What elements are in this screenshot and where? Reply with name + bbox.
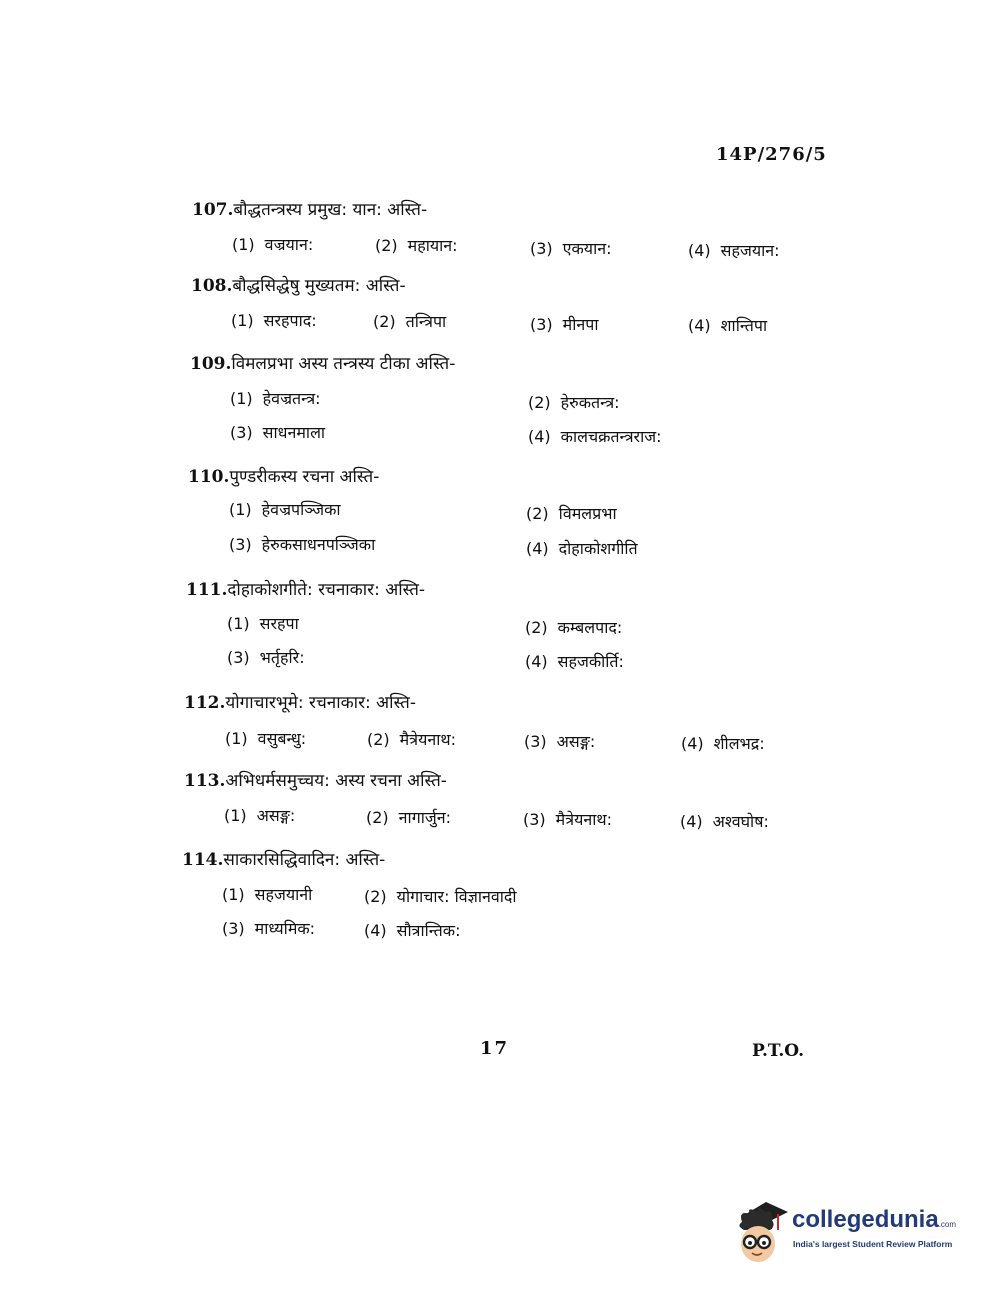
option-text: वज्रयान: [264,235,314,254]
option-text: भर्तृहरि: [259,648,305,667]
option-111-3 [227,646,305,668]
option-110-4 [526,537,638,559]
option-text: नागार्जुन: [398,808,451,827]
option-text: एकयान: [562,239,612,258]
mascot-icon [732,1196,792,1271]
option-number: (2) [525,618,548,637]
option-number: (2) [364,887,387,906]
option-112-3 [524,730,595,752]
option-number: (3) [222,919,245,938]
option-number: (3) [227,648,250,667]
option-text: कालचक्रतन्त्रराज: [560,427,662,446]
question-text: योगाचारभूमे: रचनाकार: अस्ति- [225,693,416,713]
option-108-1 [231,309,317,331]
question-text: साकारसिद्धिवादिन: अस्ति- [223,850,386,870]
pto-label: P.T.O. [752,1041,804,1061]
option-number: (4) [526,539,549,558]
question-text: विमलप्रभा अस्य तन्त्रस्य टीका अस्ति- [231,354,456,374]
option-number: (1) [224,806,247,825]
option-107-3 [530,237,612,259]
option-111-4 [525,650,624,672]
question-111 [186,577,425,600]
question-text: बौद्धतन्त्रस्य प्रमुख: यान: अस्ति- [233,200,428,220]
option-text: मैत्रेयनाथ: [555,810,612,829]
question-number: 108. [191,276,233,296]
option-text: तन्त्रिपा [405,312,447,331]
option-number: (4) [688,316,711,335]
logo-suffix: .com [938,1220,957,1229]
option-number: (1) [229,500,252,519]
question-number: 109. [190,354,232,374]
option-text: हेवज्रपञ्जिका [261,500,341,519]
option-number: (2) [367,730,390,749]
option-text: वसुबन्धु: [257,729,307,748]
option-text: मैत्रेयनाथ: [399,730,456,749]
question-number: 114. [182,850,224,870]
option-107-4 [688,239,780,261]
question-text: पुण्डरीकस्य रचना अस्ति- [229,467,380,487]
option-114-3 [222,917,315,939]
logo-name: collegedunia [792,1206,939,1233]
collegedunia-logo[interactable] [732,1196,962,1271]
option-number: (4) [681,734,704,753]
option-text: साधनमाला [262,423,326,442]
option-number: (2) [375,236,398,255]
option-110-2 [526,502,617,524]
paper-code: 14P/276/5 [716,144,827,165]
option-112-2 [367,728,456,750]
option-text: कम्बलपाद: [557,618,623,637]
option-107-2 [375,234,458,256]
option-107-1 [232,233,313,255]
option-number: (1) [225,729,248,748]
option-111-1 [227,612,299,634]
option-text: अश्वघोष: [712,812,769,831]
question-number: 111. [186,580,228,600]
option-114-2 [364,885,517,907]
option-number: (1) [227,614,250,633]
option-number: (1) [222,885,245,904]
option-text: सहजयानी [254,885,313,904]
option-text: सरहपाद: [263,311,317,330]
option-108-4 [688,314,767,336]
option-text: दोहाकोशगीति [558,539,638,558]
question-number: 110. [188,467,230,487]
logo-tagline: India's largest Student Review Platform [793,1239,953,1249]
option-text: मीनपा [562,315,599,334]
option-text: सहजकीर्ति: [557,652,624,671]
option-number: (4) [680,812,703,831]
option-number: (2) [528,393,551,412]
option-number: (1) [231,311,254,330]
question-113 [184,768,447,791]
option-number: (4) [364,921,387,940]
option-number: (3) [230,423,253,442]
option-109-1 [230,387,321,409]
option-110-3 [229,533,375,555]
option-number: (3) [229,535,252,554]
option-text: महायान: [407,236,458,255]
question-number: 112. [184,693,226,713]
option-number: (3) [530,239,553,258]
option-text: हेवज्रतन्त्र: [262,389,321,408]
page-number: 17 [480,1038,510,1059]
option-text: सहजयान: [720,241,780,260]
option-112-1 [225,727,306,749]
option-112-4 [681,732,765,754]
option-text: माध्यमिक: [254,919,316,938]
question-109 [190,351,455,374]
option-109-2 [528,391,620,413]
option-113-1 [224,804,295,826]
question-number: 113. [184,771,226,791]
question-107 [192,197,427,220]
question-text: अभिधर्मसमुच्चय: अस्य रचना अस्ति- [225,771,447,791]
question-number: 107. [192,200,234,220]
option-114-4 [364,919,460,941]
logo-wordmark [792,1206,956,1234]
option-text: शीलभद्र: [713,734,765,753]
option-number: (2) [526,504,549,523]
option-text: योगाचार: विज्ञानवादी [396,887,517,906]
question-112 [184,690,416,713]
option-number: (4) [525,652,548,671]
option-113-2 [366,806,451,828]
option-text: शान्तिपा [720,316,768,335]
question-text: बौद्धसिद्धेषु मुख्यतम: अस्ति- [232,276,406,296]
option-number: (3) [523,810,546,829]
option-number: (3) [524,732,547,751]
question-108 [191,273,406,296]
option-113-4 [680,810,769,832]
option-109-4 [528,425,662,447]
option-109-3 [230,421,325,443]
question-text: दोहाकोशगीते: रचनाकार: अस्ति- [227,580,426,600]
option-number: (3) [530,315,553,334]
option-108-2 [373,310,446,332]
option-number: (2) [366,808,389,827]
option-text: हेरुकतन्त्र: [560,393,620,412]
option-number: (2) [373,312,396,331]
option-text: असङ्ग: [556,732,596,751]
option-number: (4) [688,241,711,260]
option-111-2 [525,616,622,638]
option-number: (1) [230,389,253,408]
question-114 [182,847,385,870]
option-text: सौत्रान्तिक: [396,921,461,940]
option-text: सरहपा [259,614,299,633]
option-number: (1) [232,235,255,254]
option-text: हेरुकसाधनपञ्जिका [261,535,376,554]
option-113-3 [523,808,612,830]
option-110-1 [229,498,341,520]
option-text: असङ्ग: [256,806,296,825]
option-108-3 [530,313,599,335]
question-110 [188,464,379,487]
option-text: विमलप्रभा [558,504,617,523]
option-114-1 [222,883,312,905]
option-number: (4) [528,427,551,446]
